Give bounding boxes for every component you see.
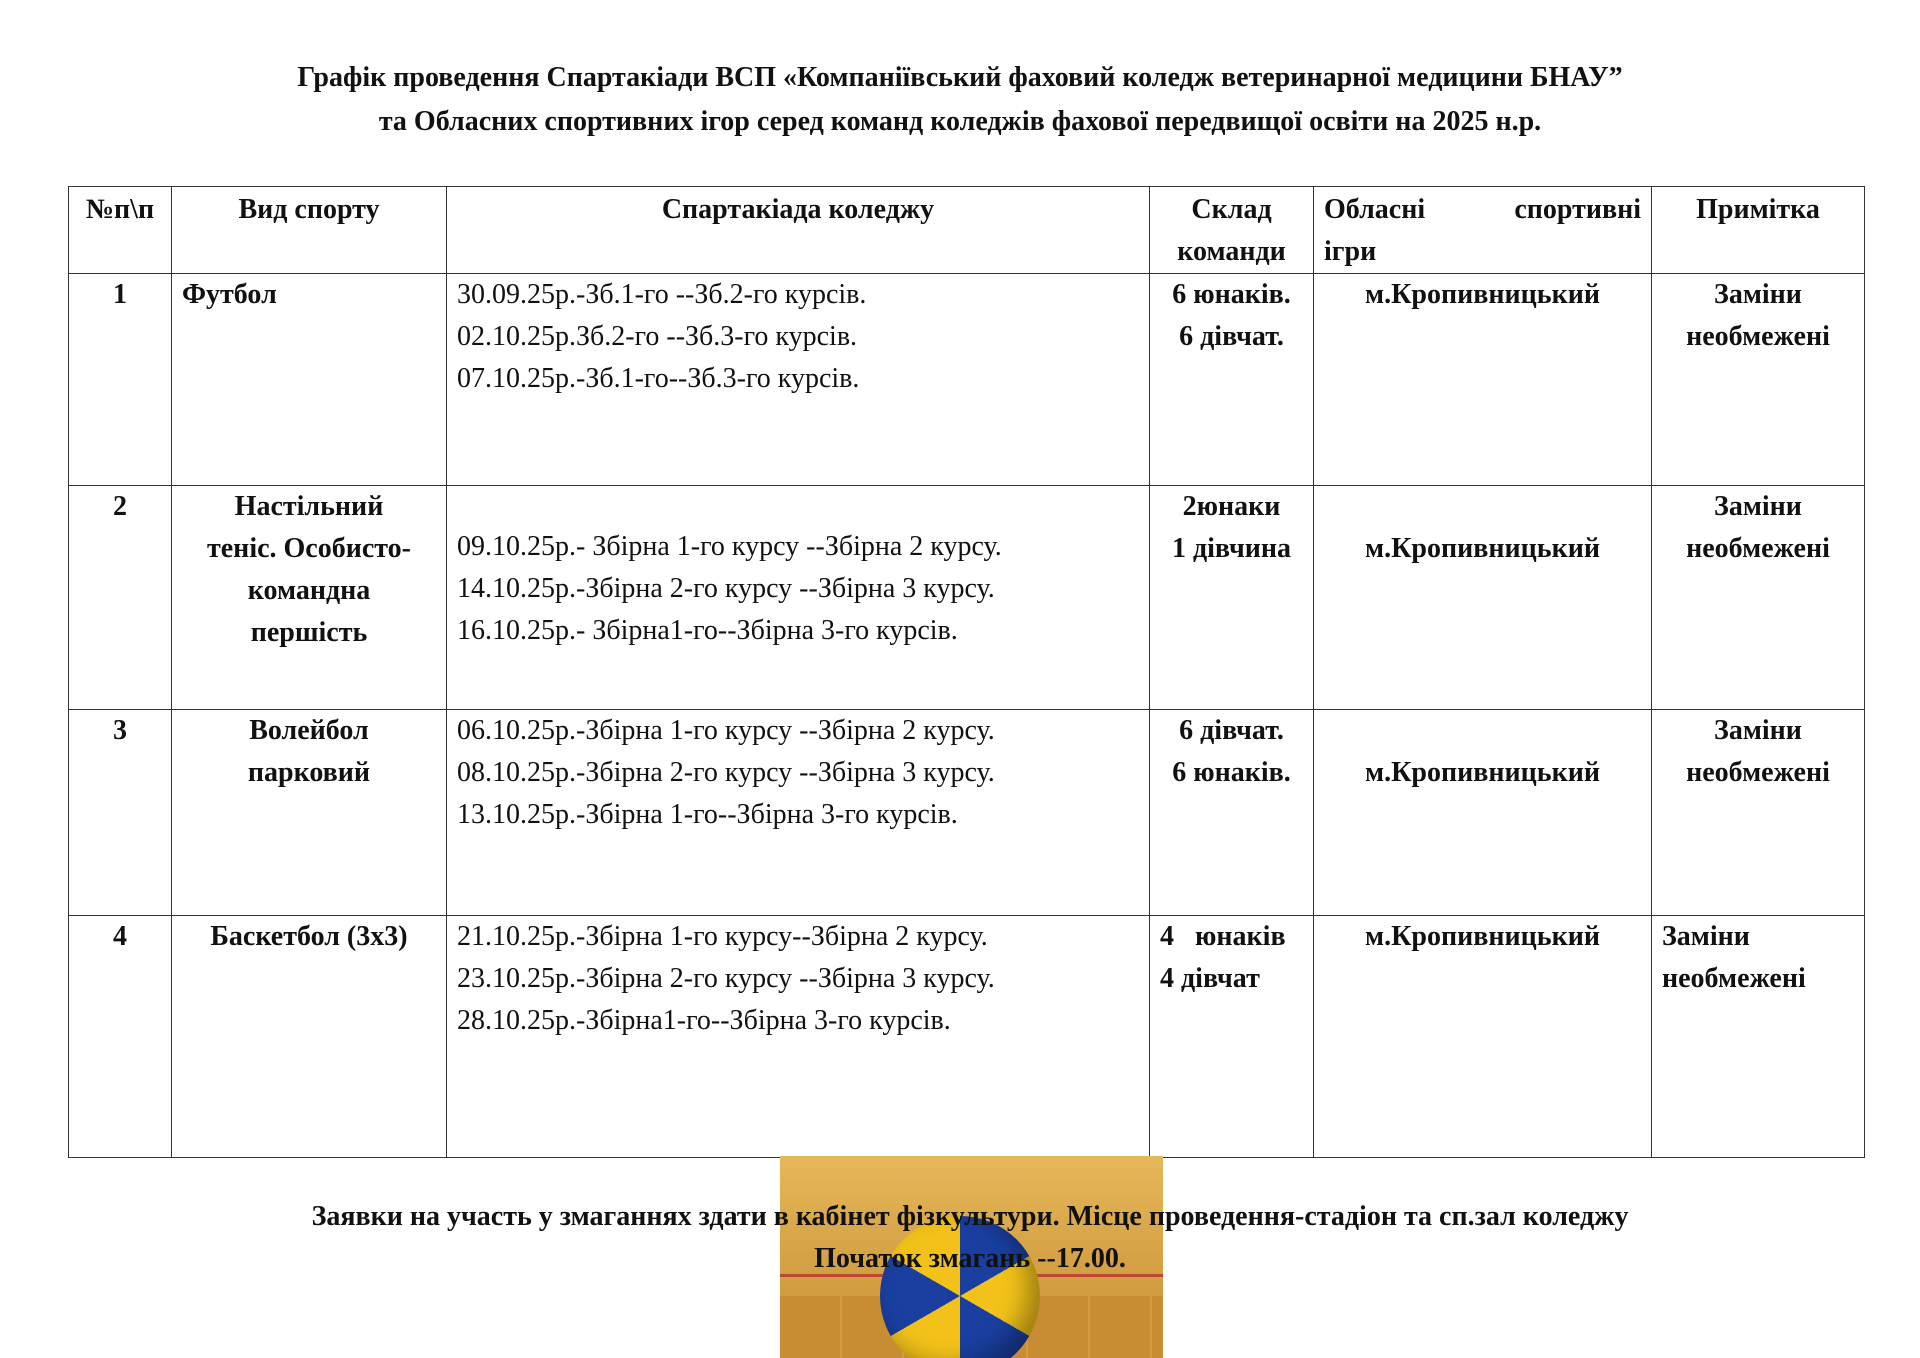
- document-title: [0, 56, 1920, 144]
- header-region: [1314, 187, 1652, 274]
- schedule-line: 21.10.25р.-Збірна 1-го курсу--Збірна 2 курсу.: [457, 921, 988, 952]
- sport-line: теніс. Особисто-: [207, 533, 411, 564]
- schedule-table: [68, 186, 1865, 1158]
- header-team-line-2: команди: [1177, 236, 1286, 267]
- header-schedule: Спартакіада коледжу: [447, 187, 1150, 274]
- table-row: [69, 486, 1865, 710]
- header-note: Примітка: [1652, 187, 1865, 274]
- note-line: необмежені: [1686, 757, 1830, 788]
- footer-start-time: Початок змагань --17.00.: [814, 1243, 1126, 1274]
- schedule-line: 09.10.25р.- Збірна 1-го курсу --Збірна 2 курсу.: [457, 531, 1002, 562]
- table-header-row: [69, 187, 1865, 274]
- row-schedule: [447, 274, 1150, 486]
- row-region: м.Кропивницький: [1314, 916, 1652, 1158]
- title-line-1: Графік проведення Спартакіади ВСП «Компаніївський фаховий коледж ветеринарної медицини БНАУ”: [297, 62, 1623, 93]
- sport-line: парковий: [247, 757, 371, 788]
- header-sport: Вид спорту: [172, 187, 447, 274]
- sport-line: Волейбол: [249, 715, 369, 746]
- header-team: [1150, 187, 1314, 274]
- table-row: [69, 916, 1865, 1158]
- row-region: м.Кропивницький: [1314, 274, 1652, 486]
- header-region-word-2: спортивні: [1514, 194, 1641, 225]
- header-team-line-1: Склад: [1191, 194, 1272, 225]
- note-line: Заміни: [1714, 491, 1802, 522]
- schedule-line: 02.10.25р.Зб.2-го --Зб.3-го курсів.: [457, 321, 858, 352]
- note-line: необмежені: [1686, 533, 1830, 564]
- row-sport: [172, 274, 447, 486]
- row-schedule: [447, 916, 1150, 1158]
- row-region: м.Кропивницький: [1314, 486, 1652, 710]
- schedule-line: 06.10.25р.-Збірна 1-го курсу --Збірна 2 курсу.: [457, 715, 995, 746]
- schedule-line: 08.10.25р.-Збірна 2-го курсу --Збірна 3 курсу.: [457, 757, 995, 788]
- row-note: [1652, 710, 1865, 916]
- row-sport: [172, 916, 447, 1158]
- sport-line: командна: [247, 575, 371, 606]
- row-num: 3: [69, 710, 172, 916]
- row-note: [1652, 486, 1865, 710]
- table-row: [69, 710, 1865, 916]
- row-schedule: [447, 486, 1150, 710]
- team-line: 2юнаки: [1182, 491, 1281, 522]
- sport-line: Настільний: [234, 491, 384, 522]
- row-num: 4: [69, 916, 172, 1158]
- schedule-line: 28.10.25р.-Збірна1-го--Збірна 3-го курсів.: [457, 1005, 951, 1036]
- note-line: Заміни: [1662, 921, 1750, 952]
- sport-line: Баскетбол (3х3): [210, 921, 408, 952]
- title-line-2: та Обласних спортивних ігор серед команд коледжів фахової передвищої освіти на 2025 н.р.: [378, 106, 1542, 137]
- team-line: 6 дівчат.: [1179, 321, 1284, 352]
- schedule-line: 16.10.25р.- Збірна1-го--Збірна 3-го курсів.: [457, 615, 958, 646]
- row-team: [1150, 710, 1314, 916]
- team-line: 4 дівчат: [1160, 963, 1260, 994]
- sport-line: Футбол: [182, 279, 277, 310]
- row-note: [1652, 274, 1865, 486]
- row-num: 1: [69, 274, 172, 486]
- row-schedule: [447, 710, 1150, 916]
- row-note: [1652, 916, 1865, 1158]
- team-line: 1 дівчина: [1171, 533, 1292, 564]
- schedule-line: 14.10.25р.-Збірна 2-го курсу --Збірна 3 курсу.: [457, 573, 995, 604]
- team-line: 4 юнаків: [1160, 921, 1286, 952]
- row-region: м.Кропивницький: [1314, 710, 1652, 916]
- team-line: 6 юнаків.: [1172, 279, 1291, 310]
- header-num: №п\п: [69, 187, 172, 274]
- note-line: Заміни: [1714, 279, 1802, 310]
- row-num: 2: [69, 486, 172, 710]
- schedule-line: 30.09.25р.-Зб.1-го --Зб.2-го курсів.: [457, 279, 867, 310]
- schedule-line: 13.10.25р.-Збірна 1-го--Збірна 3-го курсів.: [457, 799, 958, 830]
- footer-applications-note: Заявки на участь у змаганнях здати в кабінет фізкультури. Місце проведення-стадіон та сп.зал коледжу: [311, 1201, 1629, 1232]
- schedule-line: 07.10.25р.-Зб.1-го--Зб.3-го курсів.: [457, 363, 860, 394]
- row-team: [1150, 486, 1314, 710]
- header-region-word-3: ігри: [1324, 236, 1377, 267]
- sport-line: першість: [250, 617, 368, 648]
- team-line: 6 юнаків.: [1172, 757, 1291, 788]
- row-sport: [172, 486, 447, 710]
- schedule-line: 23.10.25р.-Збірна 2-го курсу --Збірна 3 курсу.: [457, 963, 995, 994]
- note-line: необмежені: [1686, 321, 1830, 352]
- row-team: [1150, 274, 1314, 486]
- note-line: Заміни: [1714, 715, 1802, 746]
- note-line: необмежені: [1662, 963, 1806, 994]
- row-team: [1150, 916, 1314, 1158]
- table-row: [69, 274, 1865, 486]
- team-line: 6 дівчат.: [1179, 715, 1284, 746]
- row-sport: [172, 710, 447, 916]
- header-region-word-1: Обласні: [1324, 194, 1426, 225]
